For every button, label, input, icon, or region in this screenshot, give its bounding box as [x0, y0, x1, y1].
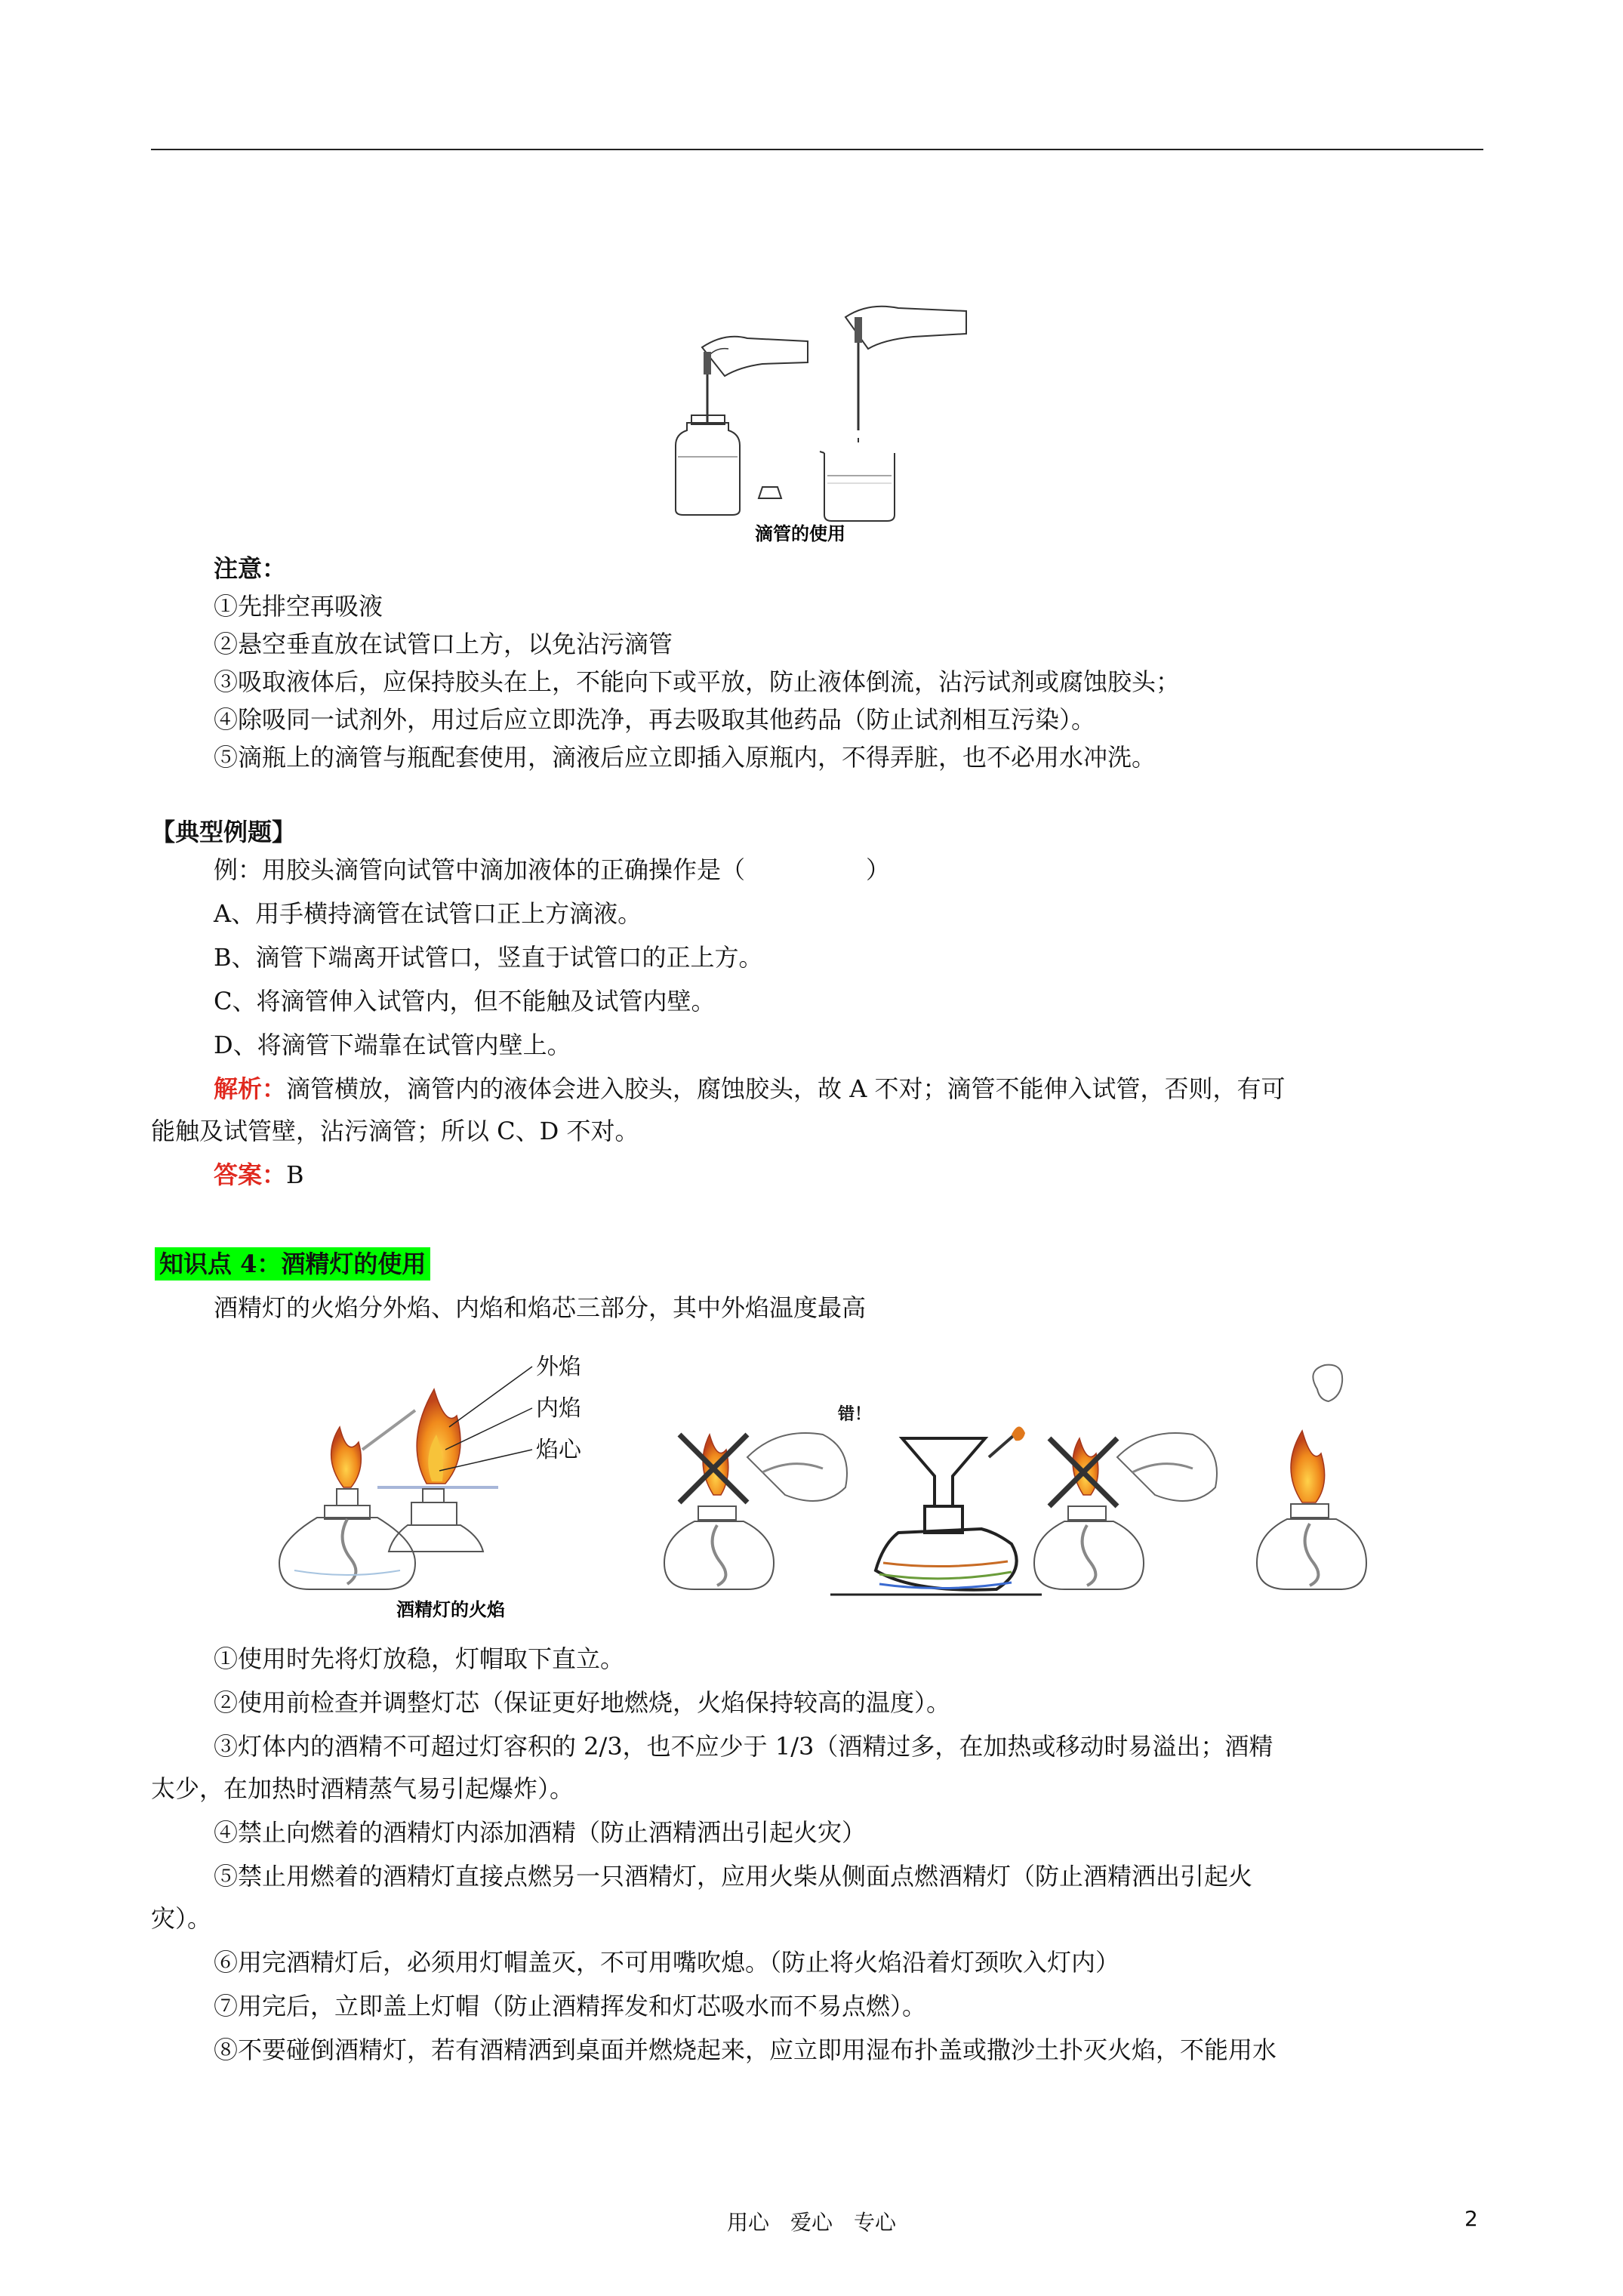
rule-3-line-2: 太少，在加热时酒精蒸气易引起爆炸）。 [151, 1774, 574, 1803]
rule-5-line-2: 灾）。 [151, 1904, 212, 1933]
note-item-4: ④除吸同一试剂外，用过后应立即洗净，再去吸取其他药品（防止试剂相互污染）。 [214, 705, 1096, 734]
lamp-wrong-light-from-lamp [1034, 1433, 1217, 1589]
rule-4: ④禁止向燃着的酒精灯内添加酒精（防止酒精洒出引起火灾） [214, 1818, 867, 1847]
note-item-5: ⑤滴瓶上的滴管与瓶配套使用，滴液后应立即插入原瓶内，不得弄脏，也不必用水冲洗。 [214, 743, 1156, 772]
example-heading: 【典型例题】 [151, 818, 297, 846]
lamp-cap-icon [1313, 1365, 1342, 1401]
notes-heading: 注意： [214, 554, 287, 583]
example-option-c: C、将滴管伸入试管内，但不能触及试管内壁。 [214, 987, 716, 1015]
analysis-label: 解析： [214, 1074, 287, 1103]
analysis-line-2: 能触及试管壁，沾污滴管；所以 C、D 不对。 [151, 1117, 639, 1145]
flame-icon [1291, 1431, 1325, 1502]
rule-5-line-1: ⑤禁止用燃着的酒精灯直接点燃另一只酒精灯，应用火柴从侧面点燃酒精灯（防止酒精洒出引起火 [214, 1862, 1253, 1891]
note-item-2: ②悬空垂直放在试管口上方，以免沾污滴管 [214, 630, 673, 658]
analysis-line-1 [214, 1074, 1285, 1104]
lamp-being-lit [279, 1410, 415, 1589]
rule-3-line-1: ③灯体内的酒精不可超过灯容积的 2/3，也不应少于 1/3（酒精过多，在加热或移动时易溢出；酒精 [214, 1732, 1273, 1761]
knowledge-point-title: 知识点 4：酒精灯的使用 [155, 1247, 430, 1281]
analysis-text: 滴管横放，滴管内的液体会进入胶头，腐蚀胶头，故 A 不对；滴管不能伸入试管，否则，有可 [286, 1074, 1286, 1103]
dropper-bulb-right [855, 317, 862, 343]
alcohol-lamp-figure [264, 1344, 1412, 1631]
dropper-figure-caption: 滴管的使用 [755, 523, 845, 544]
rule-6: ⑥用完酒精灯后，必须用灯帽盖灭，不可用嘴吹熄。（防止将火焰沿着灯颈吹入灯内） [214, 1948, 1120, 1977]
beaker [824, 453, 895, 521]
label-inner-flame: 内焰 [536, 1395, 581, 1422]
lamp-wrong-warning [830, 1404, 1042, 1595]
answer-label: 答案： [214, 1160, 287, 1189]
match-icon [362, 1410, 415, 1450]
flame-icon [331, 1427, 362, 1487]
bottle-stopper [759, 487, 781, 498]
reagent-bottle [676, 423, 740, 515]
lamp-flame-structure [377, 1354, 582, 1620]
rule-7: ⑦用完后，立即盖上灯帽（防止酒精挥发和灯芯吸水而不易点燃）。 [214, 1992, 927, 2020]
label-flame-core: 焰心 [536, 1437, 581, 1463]
label-outer-flame: 外焰 [536, 1354, 581, 1380]
example-option-b: B、滴管下端离开试管口，竖直于试管口的正上方。 [214, 943, 763, 972]
dropper-bulb-left [704, 352, 711, 374]
header-rule [151, 149, 1483, 150]
example-option-a: A、用手横持滴管在试管口正上方滴液。 [214, 899, 642, 928]
funnel-icon [902, 1438, 985, 1506]
knowledge-point-intro: 酒精灯的火焰分外焰、内焰和焰芯三部分，其中外焰温度最高 [214, 1293, 867, 1322]
rule-8: ⑧不要碰倒酒精灯，若有酒精洒到桌面并燃烧起来，应立即用湿布扑盖或撒沙土扑灭火焰，不能用水 [214, 2036, 1277, 2064]
page-footer: 用心 爱心 专心 [726, 2210, 896, 2235]
rule-2: ②使用前检查并调整灯芯（保证更好地燃烧，火焰保持较高的温度）。 [214, 1688, 951, 1717]
rule-1: ①使用时先将灯放稳，灯帽取下直立。 [214, 1644, 625, 1673]
page-number: 2 [1464, 2206, 1478, 2231]
answer-line [214, 1160, 304, 1190]
example-question: 例：用胶头滴管向试管中滴加液体的正确操作是（ ） [214, 855, 891, 884]
dropper-usage-figure [657, 294, 974, 544]
lamp-wrong-refill [664, 1433, 847, 1589]
answer-value: B [286, 1160, 304, 1189]
example-option-d: D、将滴管下端靠在试管内壁上。 [214, 1031, 571, 1059]
lamp-figure-caption: 酒精灯的火焰 [396, 1599, 505, 1620]
note-item-3: ③吸取液体后，应保持胶头在上，不能向下或平放，防止液体倒流，沾污试剂或腐蚀胶头； [214, 667, 1181, 696]
label-wrong: 错！ [838, 1404, 872, 1424]
note-item-1: ①先排空再吸液 [214, 592, 383, 621]
lamp-correct-cap-off [1257, 1365, 1366, 1589]
